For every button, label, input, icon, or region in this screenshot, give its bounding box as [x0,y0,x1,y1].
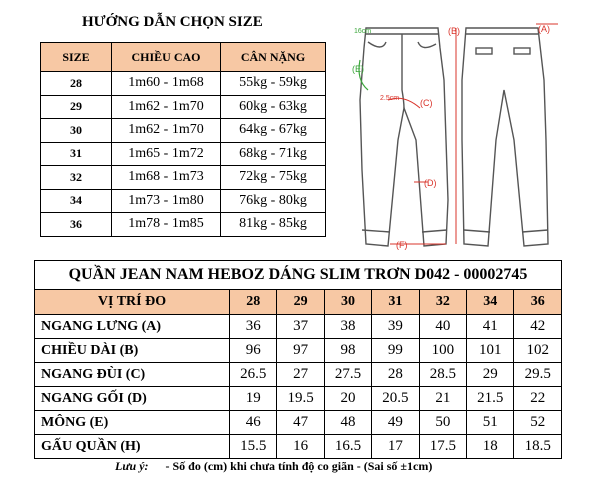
measurement-value: 27.5 [324,363,371,387]
front-fly-line [402,34,404,108]
size-guide-table [40,42,326,237]
measurement-value: 101 [467,339,514,363]
label-e: (E) [352,64,364,74]
measurement-value: 40 [419,315,466,339]
back-left-pocket [476,48,492,54]
height-cell: 1m73 - 1m80 [112,189,221,213]
size-cell: 31 [41,142,112,166]
measurement-value: 38 [324,315,371,339]
front-left-pocket [368,42,386,47]
size-guide-row [41,142,326,166]
measurement-value: 50 [419,411,466,435]
measurement-value: 100 [419,339,466,363]
measurement-position: NGANG GỐI (D) [35,387,230,411]
size-cell: 30 [41,119,112,143]
measurement-value: 96 [230,339,277,363]
measurement-value: 52 [514,411,562,435]
size-guide-title: HƯỚNG DẪN CHỌN SIZE [82,14,263,30]
measurement-table [34,260,562,459]
jeans-diagram [348,20,578,252]
size-column-header: 32 [419,290,466,315]
size-column-header: 29 [277,290,324,315]
measurement-value: 27 [277,363,324,387]
size-header: SIZE [41,43,112,72]
front-right-hem [422,230,447,232]
measurement-value: 22 [514,387,562,411]
measurement-value: 99 [372,339,419,363]
front-right-pocket [418,42,436,48]
measurement-value: 39 [372,315,419,339]
measurement-value: 29 [467,363,514,387]
size-column-header: 31 [372,290,419,315]
footnote [115,459,432,474]
height-cell: 1m62 - 1m70 [112,95,221,119]
measurement-value: 47 [277,411,324,435]
measurement-value: 17 [372,435,419,459]
measurement-value: 29.5 [514,363,562,387]
measurement-value: 20 [324,387,371,411]
measurement-position: NGANG LƯNG (A) [35,315,230,339]
weight-cell: 55kg - 59kg [221,72,326,96]
measurement-value: 20.5 [372,387,419,411]
measurement-value: 21.5 [467,387,514,411]
measurement-row [35,363,562,387]
back-pants-outline [462,28,548,246]
measurement-value: 48 [324,411,371,435]
measurement-value: 42 [514,315,562,339]
label-a: (A) [538,24,550,34]
size-cell: 29 [41,95,112,119]
weight-header: CÂN NẶNG [221,43,326,72]
height-cell: 1m60 - 1m68 [112,72,221,96]
size-guide-row [41,189,326,213]
label-2-5cm: 2.5cm [380,95,400,102]
size-column-header: 34 [467,290,514,315]
measurement-value: 51 [467,411,514,435]
measurement-position: CHIỀU DÀI (B) [35,339,230,363]
measurement-value: 36 [230,315,277,339]
weight-cell: 68kg - 71kg [221,142,326,166]
size-guide-header-row [41,43,326,72]
measurement-value: 102 [514,339,562,363]
size-guide-row [41,95,326,119]
measurement-value: 26.5 [230,363,277,387]
measurement-value: 41 [467,315,514,339]
weight-cell: 72kg - 75kg [221,166,326,190]
front-pants-outline [360,28,448,246]
measurement-value: 16 [277,435,324,459]
label-b: (B) [448,26,460,36]
label-c: (C) [420,98,433,108]
height-cell: 1m78 - 1m85 [112,213,221,237]
product-title: QUẦN JEAN NAM HEBOZ DÁNG SLIM TRƠN D042 - 00002745 [35,261,562,290]
size-cell: 32 [41,166,112,190]
measurement-position: GẤU QUẦN (H) [35,435,230,459]
size-guide-row [41,213,326,237]
measurement-value: 49 [372,411,419,435]
height-cell: 1m62 - 1m70 [112,119,221,143]
weight-cell: 76kg - 80kg [221,189,326,213]
weight-cell: 64kg - 67kg [221,119,326,143]
measurement-value: 98 [324,339,371,363]
height-header: CHIỀU CAO [112,43,221,72]
measurement-row [35,435,562,459]
measurement-value: 37 [277,315,324,339]
position-header: VỊ TRÍ ĐO [35,290,230,315]
measurement-row [35,339,562,363]
size-guide-row [41,72,326,96]
label-d: (D) [424,178,437,188]
measurement-position: MÔNG (E) [35,411,230,435]
measurement-row [35,387,562,411]
measurement-value: 28.5 [419,363,466,387]
measurement-value: 16.5 [324,435,371,459]
measurement-value: 21 [419,387,466,411]
measurement-value: 97 [277,339,324,363]
measurement-value: 18.5 [514,435,562,459]
label-f: (F) [396,240,408,250]
measurement-value: 19 [230,387,277,411]
measurement-value: 18 [467,435,514,459]
weight-cell: 81kg - 85kg [221,213,326,237]
measurement-header-row [35,290,562,315]
size-cell: 28 [41,72,112,96]
measurement-value: 46 [230,411,277,435]
measurement-value: 17.5 [419,435,466,459]
size-column-header: 30 [324,290,371,315]
measurement-value: 15.5 [230,435,277,459]
footnote-label: Lưu ý: [115,459,149,473]
measurement-value: 28 [372,363,419,387]
size-cell: 34 [41,189,112,213]
height-cell: 1m68 - 1m73 [112,166,221,190]
height-cell: 1m65 - 1m72 [112,142,221,166]
weight-cell: 60kg - 63kg [221,95,326,119]
measurement-row [35,315,562,339]
back-right-hem [522,230,548,232]
back-right-pocket [514,48,530,54]
size-guide-row [41,166,326,190]
measurement-row [35,411,562,435]
size-guide-row [41,119,326,143]
back-left-hem [464,230,490,232]
measurement-value: 19.5 [277,387,324,411]
label-16cm: 16cm [354,28,372,35]
footnote-text: - Số đo (cm) khi chưa tính độ co giãn - (Sai số ±1cm) [165,459,433,473]
front-left-hem [362,230,390,232]
size-column-header: 28 [230,290,277,315]
size-column-header: 36 [514,290,562,315]
measurement-position: NGANG ĐÙI (C) [35,363,230,387]
size-cell: 36 [41,213,112,237]
